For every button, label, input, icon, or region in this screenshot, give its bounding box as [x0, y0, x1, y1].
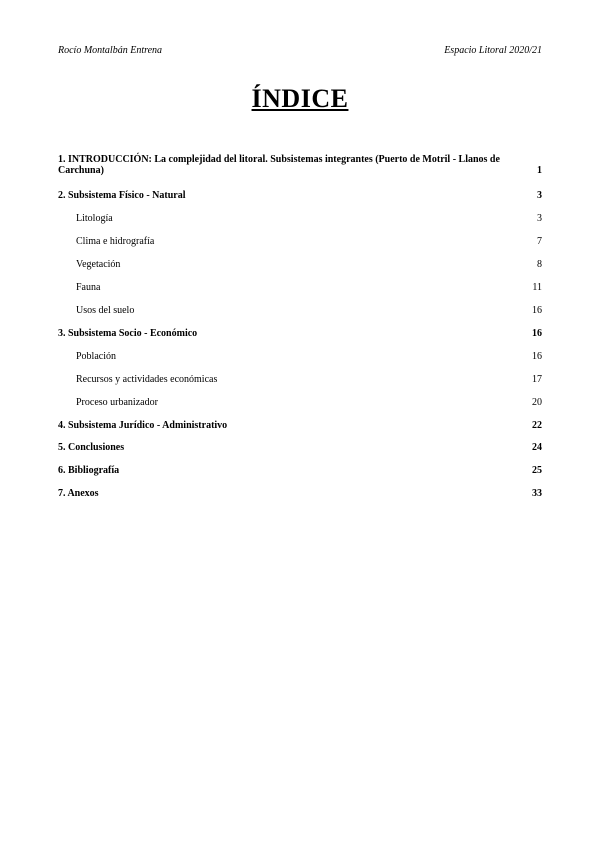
- page-title: ÍNDICE: [251, 84, 349, 113]
- toc-entry-page: 25: [532, 465, 542, 476]
- course-info: Espacio Litoral 2020/21: [444, 45, 542, 56]
- toc-entry-page: 24: [532, 442, 542, 453]
- author-name: Rocío Montalbán Entrena: [58, 45, 163, 56]
- toc-entry-litologia[interactable]: [58, 213, 542, 224]
- toc-entry-label: 3. Subsistema Socio - Económico: [58, 328, 198, 339]
- toc-entry-label: 7. Anexos: [58, 488, 99, 499]
- toc-entry-page: 16: [532, 305, 542, 316]
- toc-entry-label: Población: [76, 351, 116, 362]
- toc-entry-vegetacion[interactable]: [58, 259, 542, 270]
- toc-entry-socio-economico[interactable]: [58, 328, 542, 339]
- toc-entry-page: 3: [537, 190, 542, 201]
- toc-entry-clima[interactable]: [58, 236, 542, 247]
- toc-entry-page: 8: [537, 259, 542, 270]
- toc-entry-label: Litología: [76, 213, 113, 224]
- toc-entry-label: 6. Bibliografía: [58, 465, 120, 476]
- toc-entry-page: 7: [537, 236, 542, 247]
- toc-entry-page: 20: [532, 397, 542, 408]
- toc-entry-label: 1. INTRODUCCIÓN: La complejidad del litoral. Subsistemas integrantes (Puerto de Motril - Llanos de Carchuna): [58, 154, 500, 176]
- toc-entry-poblacion[interactable]: [58, 351, 542, 362]
- toc-entry-page: 17: [532, 374, 542, 385]
- toc-entry-page: 1: [537, 165, 542, 176]
- toc-entry-label: 5. Conclusiones: [58, 442, 125, 453]
- toc-entry-anexos[interactable]: [58, 488, 542, 499]
- toc-entry-label: Clima e hidrografía: [76, 236, 155, 247]
- toc-entry-page: 33: [532, 488, 542, 499]
- toc-entry-page: 16: [532, 328, 542, 339]
- toc-entry-juridico-administrativo[interactable]: [58, 420, 542, 431]
- toc-entry-page: 16: [532, 351, 542, 362]
- toc-entry-label: Proceso urbanizador: [76, 397, 158, 408]
- toc-entry-page: 11: [532, 282, 542, 293]
- toc-entry-page: 22: [532, 420, 542, 431]
- toc-entry-introduccion[interactable]: [58, 154, 542, 176]
- toc-entry-label: Fauna: [76, 282, 101, 293]
- toc-entry-label: 4. Subsistema Jurídico - Administrativo: [58, 420, 228, 431]
- toc-entry-proceso-urbanizador[interactable]: [58, 397, 542, 408]
- toc-entry-label: Usos del suelo: [76, 305, 135, 316]
- toc-entry-page: 3: [537, 213, 542, 224]
- toc-entry-conclusiones[interactable]: [58, 442, 542, 453]
- toc-entry-bibliografia[interactable]: [58, 465, 542, 476]
- toc-entry-fisico-natural[interactable]: [58, 190, 542, 201]
- table-of-contents: [58, 154, 542, 499]
- toc-entry-usos-suelo[interactable]: [58, 305, 542, 316]
- toc-entry-label: Vegetación: [76, 259, 121, 270]
- toc-entry-recursos[interactable]: [58, 374, 542, 385]
- toc-entry-fauna[interactable]: [58, 282, 542, 293]
- toc-entry-label: Recursos y actividades económicas: [76, 374, 218, 385]
- toc-entry-label: 2. Subsistema Físico - Natural: [58, 190, 186, 201]
